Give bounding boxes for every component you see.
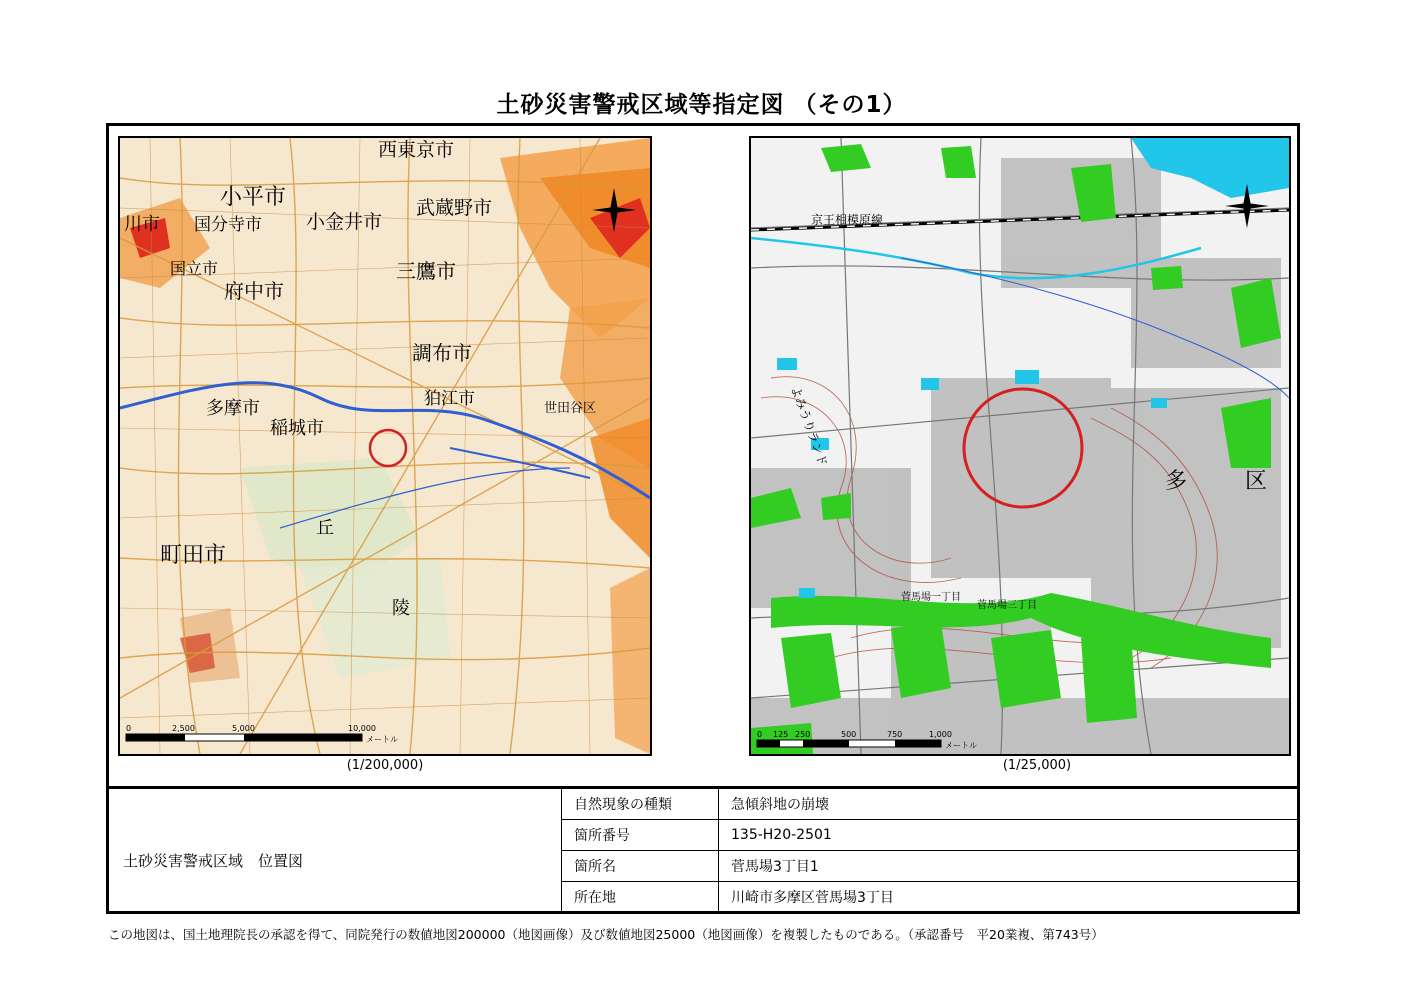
place-label: 町田市 xyxy=(160,543,227,568)
place-label: 武蔵野市 xyxy=(416,197,493,219)
table-key: 自然現象の種類 xyxy=(562,789,719,820)
place-label: 西東京市 xyxy=(378,139,455,161)
page-title: 土砂災害警戒区域等指定図 （その1） xyxy=(496,92,907,118)
scale-tick-label: 125 xyxy=(773,730,789,739)
place-label: 京王相模原線 xyxy=(811,213,884,227)
place-label: 区 xyxy=(1245,469,1268,494)
scale-tick-label: 750 xyxy=(887,730,903,739)
map-sheet-frame xyxy=(106,123,1300,914)
overview-map-scale: (1/200,000) xyxy=(346,758,424,773)
place-label: 菅馬場一丁目 xyxy=(901,592,961,603)
place-label: 調布市 xyxy=(412,341,472,365)
overview-map[interactable] xyxy=(118,136,652,756)
scale-tick-label: 0 xyxy=(126,724,132,733)
place-label: 国立市 xyxy=(170,259,219,278)
place-label: 稲城市 xyxy=(270,418,324,439)
place-label: 世田谷区 xyxy=(544,401,597,416)
table-row xyxy=(562,882,1299,913)
scale-tick-label: 500 xyxy=(841,730,857,739)
place-label: 丘 xyxy=(316,518,334,539)
table-value: 135-H20-2501 xyxy=(719,820,1299,851)
scale-tick-label: 2,500 xyxy=(172,724,195,733)
place-label: 菅馬場三丁目 xyxy=(977,600,1037,611)
detail-map-scale: (1/25,000) xyxy=(1002,758,1072,773)
place-label: 川市 xyxy=(124,214,160,235)
info-table xyxy=(561,788,1299,913)
table-value: 川崎市多摩区菅馬場3丁目 xyxy=(719,882,1299,913)
place-label: 多 xyxy=(1165,469,1188,494)
table-row xyxy=(562,851,1299,882)
location-label: 土砂災害警戒区域 位置図 xyxy=(123,852,304,870)
scale-unit: メートル xyxy=(366,735,398,744)
table-row xyxy=(562,789,1299,820)
scale-tick-label: 5,000 xyxy=(232,724,255,733)
scale-unit: メートル xyxy=(945,741,977,750)
table-value: 急傾斜地の崩壊 xyxy=(719,789,1299,820)
detail-map[interactable] xyxy=(749,136,1291,756)
scale-tick-label: 0 xyxy=(757,730,763,739)
place-label: よみうりランド xyxy=(788,384,831,468)
scale-tick-label: 10,000 xyxy=(348,724,376,733)
place-label: 小金井市 xyxy=(306,211,383,233)
approval-footnote: この地図は、国土地理院長の承認を得て、同院発行の数値地図200000（地図画像）及び数値地図25000（地図画像）を複製したものである。（承認番号 平20業複、第743号） xyxy=(108,927,1104,942)
scale-tick-label: 1,000 xyxy=(929,730,952,739)
place-label: 多摩市 xyxy=(206,398,260,419)
place-label: 狛江市 xyxy=(424,389,475,409)
table-value: 菅馬場3丁目1 xyxy=(719,851,1299,882)
table-key: 箇所名 xyxy=(562,851,719,882)
place-label: 国分寺市 xyxy=(194,215,262,235)
place-label: 小平市 xyxy=(220,185,287,210)
scale-tick-label: 250 xyxy=(795,730,811,739)
table-key: 箇所番号 xyxy=(562,820,719,851)
table-row xyxy=(562,820,1299,851)
place-label: 府中市 xyxy=(224,279,284,303)
table-key: 所在地 xyxy=(562,882,719,913)
place-label: 陵 xyxy=(392,598,410,619)
place-label: 三鷹市 xyxy=(396,259,456,283)
